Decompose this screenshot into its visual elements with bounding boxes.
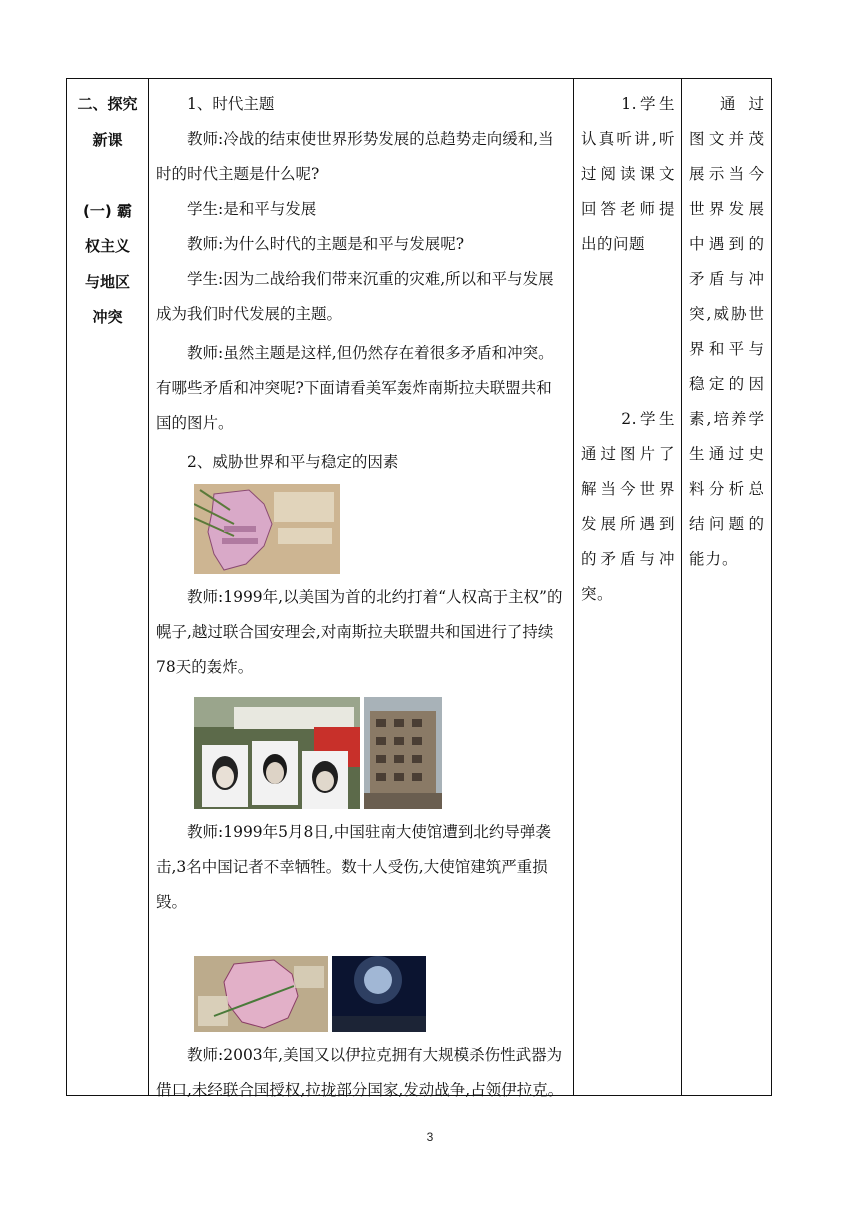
yugoslavia-bombing-map [194, 484, 340, 574]
content-paragraph: 教师:冷战的结束使世界形势发展的总趋势走向缓和,当时的时代主题是什么呢? [156, 130, 554, 183]
section-title-line: (一) 霸 [83, 201, 132, 220]
lesson-table [66, 78, 772, 1099]
section-title-line: 冲突 [92, 308, 123, 326]
missile-launch-photo [332, 956, 426, 1032]
student-activity-text: 2.学生通过图片了解当今世界发展所遇到的矛盾与冲突。 [581, 410, 675, 603]
section-title-column [67, 79, 148, 1095]
protest-photo [194, 697, 360, 809]
content-paragraph: 学生:因为二战给我们带来沉重的灾难,所以和平与发展成为我们时代发展的主题。 [156, 270, 554, 323]
section-title-line: 二、探究 [77, 95, 138, 113]
content-paragraph: 2、威胁世界和平与稳定的因素 [187, 453, 399, 471]
section-title-line: 与地区 [84, 272, 130, 291]
design-intent-text: 通过图文并茂展示当今世界发展中遇到的矛盾与冲突,威胁世界和平与稳定的因素,培养学生通过史料分析总结问题的能力。 [689, 95, 765, 568]
student-activity-text: 1.学生认真听讲,听过阅读课文回答老师提出的问题 [581, 95, 675, 253]
section-title-line [67, 158, 148, 194]
section-title-line: 新课 [92, 130, 123, 149]
content-paragraph: 教师:为什么时代的主题是和平与发展呢? [187, 235, 465, 253]
page-number: 3 [426, 1130, 434, 1144]
iraq-war-map [194, 956, 328, 1032]
content-paragraph: 教师:虽然主题是这样,但仍然存在着很多矛盾和冲突。有哪些矛盾和冲突呢?下面请看美军轰炸南斯拉夫联盟共和国的图片。 [156, 344, 554, 432]
content-paragraph: 教师:1999年5月8日,中国驻南大使馆遭到北约导弹袭击,3名中国记者不幸牺牲。数十人受伤,大使馆建筑严重损毁。 [156, 823, 551, 911]
embassy-photos-figure [194, 697, 565, 809]
content-paragraph: 学生:是和平与发展 [187, 200, 317, 218]
student-activity-column [573, 79, 681, 1095]
iraq-figure [194, 956, 565, 1032]
yugoslavia-map-figure [194, 484, 565, 574]
damaged-embassy-photo [364, 697, 442, 809]
content-paragraph: 1、时代主题 [187, 95, 275, 113]
section-title-line: 权主义 [84, 237, 130, 255]
teaching-content-column [148, 79, 573, 1099]
content-paragraph: 教师:2003年,美国又以伊拉克拥有大规模杀伤性武器为借口,未经联合国授权,拉拢部分国家,发动战争,占领伊拉克。 [156, 1046, 564, 1099]
content-paragraph: 教师:1999年,以美国为首的北约打着“人权高于主权”的幌子,越过联合国安理会,对南斯拉夫联盟共和国进行了持续78天的轰炸。 [156, 588, 563, 676]
design-intent-column [681, 79, 773, 1095]
